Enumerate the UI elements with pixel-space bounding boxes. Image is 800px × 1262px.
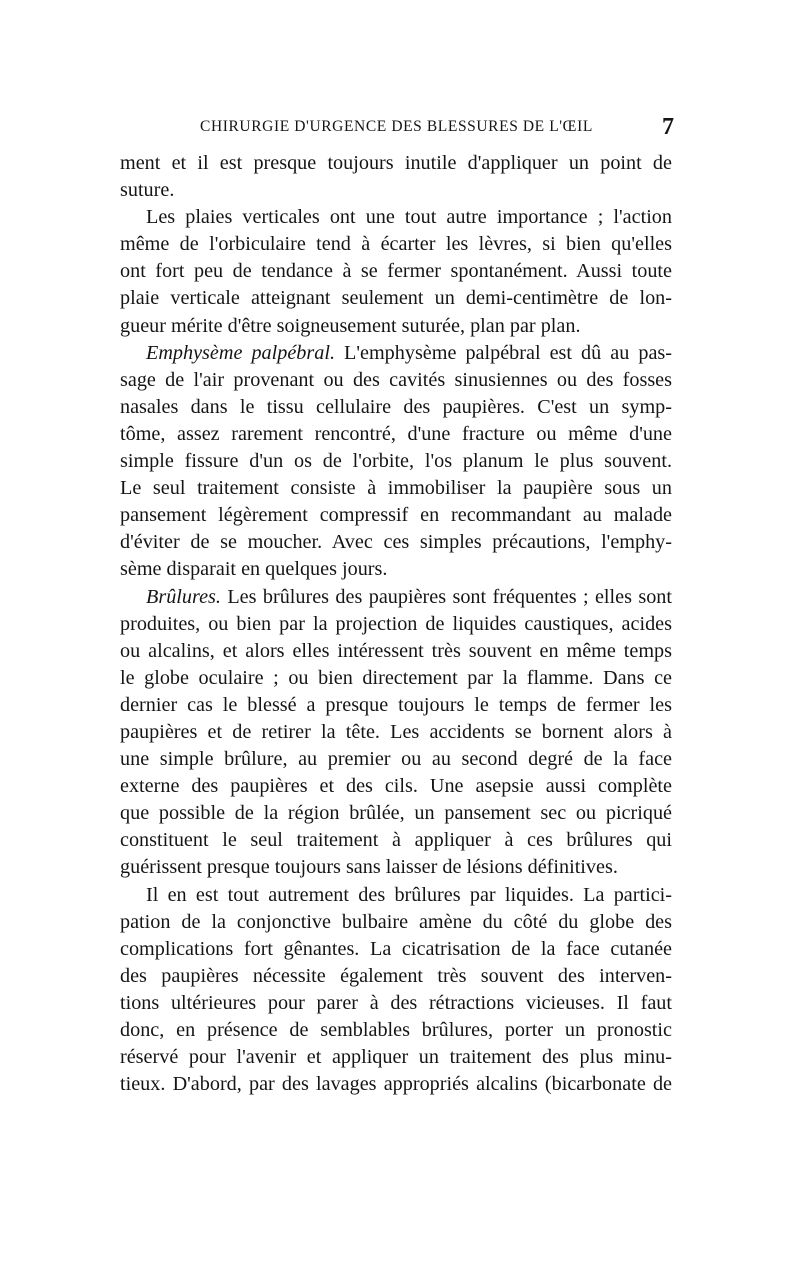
text-line <box>120 963 672 990</box>
text-line <box>120 909 672 936</box>
text-line <box>120 1017 672 1044</box>
line-text: externe des paupières et des cils. Une asepsie aussi complète <box>120 775 672 798</box>
text-line <box>120 556 672 583</box>
text-line <box>120 773 672 800</box>
text-line <box>120 475 672 502</box>
text-line <box>120 177 672 204</box>
text-line <box>120 746 672 773</box>
line-text: gueur mérite d'être soigneusement suturée, plan par plan. <box>120 314 581 337</box>
text-line <box>120 800 672 827</box>
line-text: ou alcalins, et alors elles intéressent très souvent en même temps <box>120 639 672 662</box>
text-line <box>120 367 672 394</box>
line-text: pansement légèrement compressif en recommandant au malade <box>120 504 672 527</box>
line-text: d'éviter de se moucher. Avec ces simples précautions, l'emphy- <box>120 531 672 554</box>
text-line <box>120 394 672 421</box>
body-text <box>120 150 672 1098</box>
line-text: que possible de la région brûlée, un pansement sec ou picriqué <box>120 802 672 825</box>
text-line <box>120 611 672 638</box>
text-line <box>120 421 672 448</box>
running-header <box>120 114 680 144</box>
text-line <box>120 692 672 719</box>
text-line <box>120 1071 672 1098</box>
line-text: suture. <box>120 179 175 202</box>
text-line <box>120 313 672 340</box>
text-line <box>120 502 672 529</box>
text-line <box>120 285 672 312</box>
line-text: guérissent presque toujours sans laisser de lésions définitives. <box>120 856 618 879</box>
line-text: produites, ou bien par la projection de liquides caustiques, acides <box>120 612 672 635</box>
text-line <box>120 882 672 909</box>
line-text: sage de l'air provenant ou des cavités sinusiennes ou des fosses <box>120 368 672 391</box>
running-title: CHIRURGIE D'URGENCE DES BLESSURES DE L'ŒIL <box>200 118 593 135</box>
line-text: tieux. D'abord, par des lavages appropriés alcalins (bicarbonate de <box>120 1073 672 1096</box>
text-line <box>120 448 672 475</box>
line-text: sème disparait en quelques jours. <box>120 558 388 581</box>
line-text: complications fort gênantes. La cicatrisation de la face cutanée <box>120 937 672 960</box>
line-text: nasales dans le tissu cellulaire des paupières. C'est un symp- <box>120 395 672 418</box>
section-lead: Emphysème palpébral. <box>146 341 335 364</box>
page-number: 7 <box>662 114 674 140</box>
line-text: ment et il est presque toujours inutile d'appliquer un point de <box>120 152 672 174</box>
line-text: le globe oculaire ; ou bien directement par la flamme. Dans ce <box>120 666 672 689</box>
line-text: réservé pour l'avenir et appliquer un traitement des plus minu- <box>120 1046 672 1069</box>
text-line <box>120 231 672 258</box>
text-line <box>120 719 672 746</box>
line-text: des paupières nécessite également très souvent des interven- <box>120 964 672 987</box>
text-line <box>120 529 672 556</box>
text-line <box>120 854 672 881</box>
line-text: simple fissure d'un os de l'orbite, l'os planum le plus souvent. <box>120 450 672 473</box>
line-text: tions ultérieures pour parer à des rétractions vicieuses. Il faut <box>120 991 672 1014</box>
line-text: paupières et de retirer la tête. Les accidents se bornent alors à <box>120 720 672 743</box>
line-text: Il en est tout autrement des brûlures par liquides. La partici- <box>146 883 672 906</box>
section-lead: Brûlures. <box>146 585 221 608</box>
text-line <box>120 340 672 367</box>
line-text: Les plaies verticales ont une tout autre importance ; l'action <box>146 206 672 229</box>
line-text: dernier cas le blessé a presque toujours le temps de fermer les <box>120 693 672 716</box>
text-line <box>120 584 672 611</box>
line-text: donc, en présence de semblables brûlures, porter un pronostic <box>120 1019 672 1041</box>
text-line <box>120 204 672 231</box>
line-text: Les brûlures des paupières sont fréquentes ; elles sont <box>220 585 672 608</box>
line-text: une simple brûlure, au premier ou au second degré de la face <box>120 748 672 771</box>
text-line <box>120 936 672 963</box>
text-line <box>120 827 672 854</box>
text-line <box>120 990 672 1017</box>
line-text: plaie verticale atteignant seulement un demi-centimètre de lon- <box>120 287 672 310</box>
line-text: tôme, assez rarement rencontré, d'une fracture ou même d'une <box>120 422 672 445</box>
line-text: L'emphysème palpébral est dû au pas- <box>335 341 672 364</box>
text-line <box>120 665 672 692</box>
line-text: pation de la conjonctive bulbaire amène du côté du globe des <box>120 910 672 933</box>
line-text: ont fort peu de tendance à se fermer spontanément. Aussi toute <box>120 260 672 283</box>
line-text: Le seul traitement consiste à immobiliser la paupière sous un <box>120 477 672 500</box>
text-line <box>120 150 672 177</box>
text-line <box>120 1044 672 1071</box>
line-text: même de l'orbiculaire tend à écarter les lèvres, si bien qu'elles <box>120 233 672 256</box>
text-line <box>120 258 672 285</box>
line-text: constituent le seul traitement à appliquer à ces brûlures qui <box>120 829 672 852</box>
text-line <box>120 638 672 665</box>
